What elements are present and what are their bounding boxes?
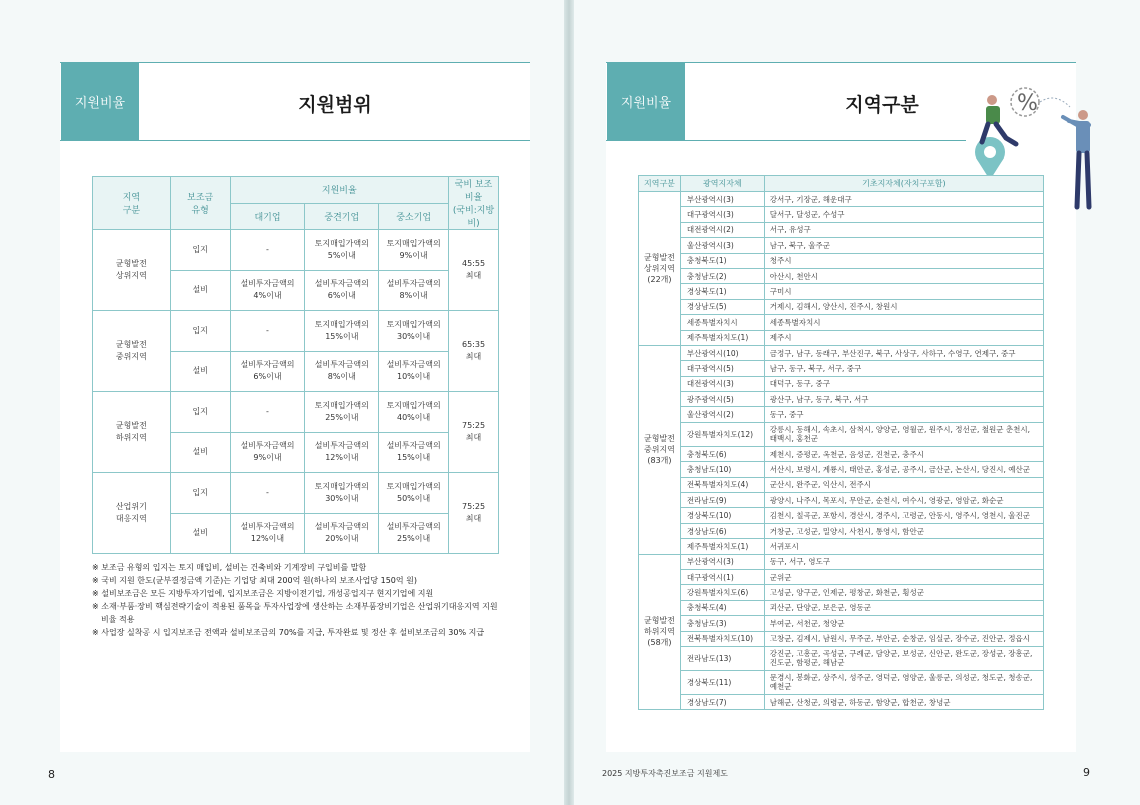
- table-row: [93, 230, 499, 271]
- cities-cell: 남해군, 산청군, 의령군, 하동군, 함양군, 합천군, 창녕군: [764, 694, 1043, 709]
- cities-cell: 거창군, 고성군, 밀양시, 사천시, 통영시, 함안군: [764, 523, 1043, 538]
- type-cell: 설비: [170, 351, 230, 392]
- table-row: [639, 508, 1044, 523]
- cities-cell: 제천시, 증평군, 옥천군, 음성군, 진천군, 충주시: [764, 446, 1043, 461]
- metro-cell: 울산광역시(3): [680, 238, 764, 253]
- note-line: ※ 설비보조금은 모든 지방투자기업에, 입지보조금은 지방이전기업, 개성공업지구 현지기업에 지원: [92, 589, 434, 598]
- cities-cell: 군위군: [764, 569, 1043, 584]
- medium-cell: 토지매입가액의 5%이내: [305, 230, 379, 271]
- region-cell: 산업위기 대응지역: [93, 473, 171, 554]
- col-region-class: 지역구분: [639, 176, 681, 192]
- large-cell: -: [230, 473, 305, 514]
- metro-cell: 충청남도(2): [680, 268, 764, 283]
- metro-cell: 전라남도(13): [680, 646, 764, 670]
- cities-cell: 제주시: [764, 330, 1043, 345]
- large-cell: -: [230, 311, 305, 352]
- left-page-title: 지원범위: [298, 94, 372, 116]
- table-row: [639, 585, 1044, 600]
- table-row: [639, 207, 1044, 222]
- cities-cell: 강서구, 기장군, 해운대구: [764, 192, 1043, 207]
- col-metro: 광역지자체: [680, 176, 764, 192]
- type-cell: 입지: [170, 230, 230, 271]
- ratio-cell: 65:35 최대: [449, 311, 499, 392]
- metro-cell: 광주광역시(5): [680, 392, 764, 407]
- cities-cell: 남구, 북구, 울주군: [764, 238, 1043, 253]
- cities-cell: 광산구, 남구, 동구, 북구, 서구: [764, 392, 1043, 407]
- table-row: [639, 268, 1044, 283]
- cities-cell: 아산시, 천안시: [764, 268, 1043, 283]
- book-spine: [564, 0, 574, 805]
- note-line: ※ 국비 지원 한도(균부결정금액 기준)는 기업당 최대 200억 원(하나의 보조사업당 150억 원): [92, 576, 417, 585]
- col-region: [93, 177, 171, 230]
- col-region-label: 지역 구분: [122, 193, 141, 216]
- svg-text:%: %: [1017, 91, 1038, 116]
- region-classification-table: [638, 175, 1044, 710]
- small-cell: 설비투자금액의 25%이내: [379, 513, 449, 554]
- metro-cell: 전북특별자치도(4): [680, 477, 764, 492]
- cities-cell: 군산시, 완주군, 익산시, 전주시: [764, 477, 1043, 492]
- table-row: [639, 462, 1044, 477]
- region-group-cell: 균형발전 상위지역 (22개): [639, 192, 681, 346]
- region-group-cell: 균형발전 중위지역 (83개): [639, 345, 681, 554]
- medium-cell: 설비투자금액의 6%이내: [305, 270, 379, 311]
- cities-cell: 문경시, 봉화군, 상주시, 성주군, 영덕군, 영양군, 울릉군, 의성군, 청도군, 청송군, 예천군: [764, 670, 1043, 694]
- right-header-line-bottom: [606, 140, 966, 141]
- small-cell: 토지매입가액의 50%이내: [379, 473, 449, 514]
- left-header-line-bottom: [60, 140, 530, 141]
- note-line: ※ 사업장 실착공 시 입지보조금 전액과 설비보조금의 70%를 지급, 투자완료 및 정산 후 설비보조금의 30% 지급: [92, 628, 485, 637]
- small-cell: 토지매입가액의 9%이내: [379, 230, 449, 271]
- ratio-cell: 75:25 최대: [449, 392, 499, 473]
- table-row: [639, 670, 1044, 694]
- cities-cell: 고성군, 양구군, 인제군, 평창군, 화천군, 횡성군: [764, 585, 1043, 600]
- right-page-title: 지역구분: [845, 94, 919, 116]
- cities-cell: 금정구, 남구, 동래구, 부산진구, 북구, 사상구, 사하구, 수영구, 연제구, 중구: [764, 345, 1043, 360]
- medium-cell: 토지매입가액의 25%이내: [305, 392, 379, 433]
- medium-cell: 설비투자금액의 20%이내: [305, 513, 379, 554]
- cities-cell: 고창군, 김제시, 남원시, 무주군, 부안군, 순창군, 임실군, 장수군, 진안군, 정읍시: [764, 631, 1043, 646]
- table-row: [639, 539, 1044, 554]
- table-row: [639, 376, 1044, 391]
- col-type: [170, 177, 230, 230]
- table-row: [639, 523, 1044, 538]
- cities-cell: 서산시, 보령시, 계룡시, 태안군, 홍성군, 공주시, 금산군, 논산시, 당진시, 예산군: [764, 462, 1043, 477]
- table-row: [639, 345, 1044, 360]
- col-large: 대기업: [230, 203, 305, 230]
- ratio-cell: 75:25 최대: [449, 473, 499, 554]
- large-cell: 설비투자금액의 9%이내: [230, 432, 305, 473]
- table-row: [639, 477, 1044, 492]
- large-cell: -: [230, 392, 305, 433]
- metro-cell: 경상남도(7): [680, 694, 764, 709]
- metro-cell: 대전광역시(2): [680, 222, 764, 237]
- col-basic: 기초지자체(자치구포함): [764, 176, 1043, 192]
- cities-cell: 강진군, 고흥군, 곡성군, 구례군, 담양군, 보성군, 신안군, 완도군, 장성군, 장흥군, 진도군, 함평군, 해남군: [764, 646, 1043, 670]
- cities-cell: 부여군, 서천군, 청양군: [764, 616, 1043, 631]
- right-section-tab: 지원비율: [607, 63, 685, 140]
- type-cell: 입지: [170, 311, 230, 352]
- table-row: [639, 600, 1044, 615]
- cities-cell: 광양시, 나주시, 목포시, 무안군, 순천시, 여수시, 영광군, 영암군, 화순군: [764, 493, 1043, 508]
- cities-cell: 김천시, 칠곡군, 포항시, 경산시, 경주시, 고령군, 안동시, 영주시, 영천시, 울진군: [764, 508, 1043, 523]
- type-cell: 설비: [170, 432, 230, 473]
- cities-cell: 괴산군, 단양군, 보은군, 영동군: [764, 600, 1043, 615]
- metro-cell: 제주특별자치도(1): [680, 330, 764, 345]
- small-cell: 토지매입가액의 40%이내: [379, 392, 449, 433]
- table-row: [639, 646, 1044, 670]
- cities-cell: 강릉시, 동해시, 속초시, 삼척시, 양양군, 영월군, 원주시, 정선군, 철원군 춘천시, 태백시, 홍천군: [764, 422, 1043, 446]
- note-line: ※ 보조금 유형의 입지는 토지 매입비, 설비는 건축비와 기계장비 구입비를 말함: [92, 563, 367, 572]
- metro-cell: 경상북도(11): [680, 670, 764, 694]
- metro-cell: 충청남도(10): [680, 462, 764, 477]
- table-row: [639, 192, 1044, 207]
- region-cell: 균형발전 중위지역: [93, 311, 171, 392]
- support-scope-table: [92, 176, 499, 554]
- region-cell: 균형발전 상위지역: [93, 230, 171, 311]
- table-row: [639, 569, 1044, 584]
- col-small: 중소기업: [379, 203, 449, 230]
- metro-cell: 세종특별자치시: [680, 315, 764, 330]
- cities-cell: 서구, 유성구: [764, 222, 1043, 237]
- small-cell: 토지매입가액의 30%이내: [379, 311, 449, 352]
- table-row: [639, 315, 1044, 330]
- cities-cell: 거제시, 김해시, 양산시, 진주시, 창원시: [764, 299, 1043, 314]
- metro-cell: 대구광역시(1): [680, 569, 764, 584]
- table-row: [639, 330, 1044, 345]
- metro-cell: 강원특별자치도(6): [680, 585, 764, 600]
- metro-cell: 제주특별자치도(1): [680, 539, 764, 554]
- region-group-cell: 균형발전 하위지역 (58개): [639, 554, 681, 710]
- cities-cell: 구미시: [764, 284, 1043, 299]
- table-row: [639, 616, 1044, 631]
- medium-cell: 토지매입가액의 30%이내: [305, 473, 379, 514]
- large-cell: -: [230, 230, 305, 271]
- medium-cell: 설비투자금액의 8%이내: [305, 351, 379, 392]
- metro-cell: 충청북도(4): [680, 600, 764, 615]
- metro-cell: 부산광역시(3): [680, 554, 764, 569]
- metro-cell: 강원특별자치도(12): [680, 422, 764, 446]
- col-type-label: 보조금 유형: [187, 193, 214, 216]
- type-cell: 입지: [170, 473, 230, 514]
- medium-cell: 토지매입가액의 15%이내: [305, 311, 379, 352]
- table-row: [639, 422, 1044, 446]
- metro-cell: 전북특별자치도(10): [680, 631, 764, 646]
- table-row: [93, 392, 499, 433]
- metro-cell: 경상남도(5): [680, 299, 764, 314]
- metro-cell: 대전광역시(3): [680, 376, 764, 391]
- note-line: ※ 소재·부품·장비 핵심전략기술이 적용된 품목을 투자사업장에 생산하는 소재부품장비기업은 산업위기대응지역 지원: [92, 602, 498, 611]
- col-medium: 중견기업: [305, 203, 379, 230]
- table-row: [639, 554, 1044, 569]
- type-cell: 입지: [170, 392, 230, 433]
- left-section-tab: 지원비율: [61, 63, 139, 140]
- metro-cell: 울산광역시(2): [680, 407, 764, 422]
- cities-cell: 달서구, 달성군, 수성구: [764, 207, 1043, 222]
- table-row: [639, 407, 1044, 422]
- table-row: [93, 311, 499, 352]
- note-line: 비율 적용: [101, 615, 135, 624]
- large-cell: 설비투자금액의 12%이내: [230, 513, 305, 554]
- metro-cell: 경상북도(1): [680, 284, 764, 299]
- metro-cell: 충청북도(6): [680, 446, 764, 461]
- left-page-number: 8: [48, 768, 55, 781]
- col-support-rate: 지원비율: [230, 177, 448, 204]
- metro-cell: 대구광역시(3): [680, 207, 764, 222]
- small-cell: 설비투자금액의 10%이내: [379, 351, 449, 392]
- table-row: [639, 222, 1044, 237]
- small-cell: 설비투자금액의 8%이내: [379, 270, 449, 311]
- medium-cell: 설비투자금액의 12%이내: [305, 432, 379, 473]
- type-cell: 설비: [170, 513, 230, 554]
- metro-cell: 부산광역시(3): [680, 192, 764, 207]
- large-cell: 설비투자금액의 4%이내: [230, 270, 305, 311]
- metro-cell: 대구광역시(5): [680, 361, 764, 376]
- table-row: [639, 631, 1044, 646]
- type-cell: 설비: [170, 270, 230, 311]
- metro-cell: 부산광역시(10): [680, 345, 764, 360]
- cities-cell: 대덕구, 동구, 중구: [764, 376, 1043, 391]
- metro-cell: 충청남도(3): [680, 616, 764, 631]
- cities-cell: 청주시: [764, 253, 1043, 268]
- table-row: [639, 361, 1044, 376]
- small-cell: 설비투자금액의 15%이내: [379, 432, 449, 473]
- ratio-cell: 45:55 최대: [449, 230, 499, 311]
- notes-block: [92, 561, 522, 639]
- large-cell: 설비투자금액의 6%이내: [230, 351, 305, 392]
- metro-cell: 경상남도(6): [680, 523, 764, 538]
- cities-cell: 세종특별자치시: [764, 315, 1043, 330]
- table-row: [639, 694, 1044, 709]
- metro-cell: 경상북도(10): [680, 508, 764, 523]
- cities-cell: 동구, 중구: [764, 407, 1043, 422]
- table-row: [639, 238, 1044, 253]
- metro-cell: 충청북도(1): [680, 253, 764, 268]
- table-row: [639, 253, 1044, 268]
- cities-cell: 서귀포시: [764, 539, 1043, 554]
- cities-cell: 남구, 동구, 북구, 서구, 중구: [764, 361, 1043, 376]
- right-page-number: 9: [1083, 766, 1090, 779]
- table-row: [93, 473, 499, 514]
- table-row: [639, 392, 1044, 407]
- col-national-ratio-label: 국비 보조비율 (국비:지방비): [452, 180, 495, 229]
- metro-cell: 전라남도(9): [680, 493, 764, 508]
- table-row: [639, 299, 1044, 314]
- col-national-ratio: [449, 177, 499, 230]
- table-row: [639, 493, 1044, 508]
- right-footer-text: 2025 지방투자촉진보조금 지원제도: [602, 769, 728, 778]
- region-cell: 균형발전 하위지역: [93, 392, 171, 473]
- table-row: [639, 284, 1044, 299]
- table-row: [639, 446, 1044, 461]
- cities-cell: 동구, 서구, 영도구: [764, 554, 1043, 569]
